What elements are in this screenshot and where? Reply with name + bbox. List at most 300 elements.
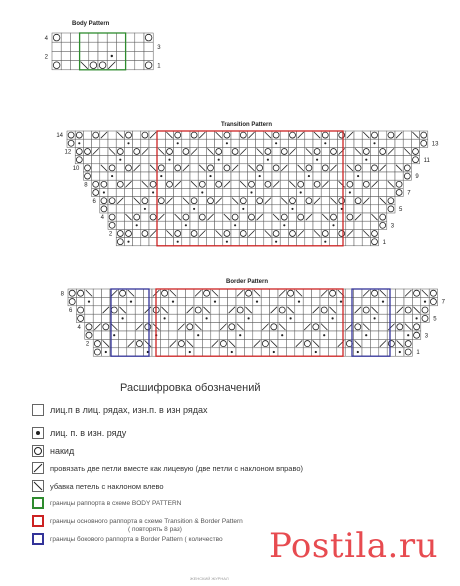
stitch-cell: [83, 131, 91, 139]
stitch-cell: [395, 147, 403, 155]
stitch-cell: [338, 172, 346, 180]
stitch-cell: [135, 314, 143, 322]
stitch-cell: [387, 188, 395, 196]
stitch-cell: [223, 205, 231, 213]
stitch-cell: [215, 238, 223, 246]
empty-square-icon: [32, 404, 44, 416]
stitch-cell: [346, 147, 354, 155]
stitch-cell: [329, 139, 337, 147]
stitch-cell: [133, 131, 141, 139]
row-number-right: 13: [431, 141, 439, 148]
stitch-cell: [305, 131, 313, 139]
purl-dot-mark: [105, 351, 107, 353]
stitch-cell: [102, 314, 110, 322]
row-number-left: 2: [44, 54, 48, 61]
stitch-cell: [198, 139, 206, 147]
stitch-cell: [190, 213, 198, 221]
purl-dot-mark: [226, 241, 228, 243]
stitch-cell: [239, 221, 247, 229]
stitch-cell: [256, 188, 264, 196]
stitch-cell: [108, 156, 116, 164]
stitch-cell: [387, 331, 395, 339]
stitch-cell: [256, 229, 264, 237]
stitch-cell: [337, 314, 345, 322]
stitch-cell: [133, 238, 141, 246]
legend-row-ssk: [32, 479, 164, 493]
stitch-cell: [174, 188, 182, 196]
stitch-cell: [256, 180, 264, 188]
stitch-cell: [108, 131, 116, 139]
chart-row: [75, 156, 419, 164]
stitch-cell: [108, 188, 116, 196]
stitch-cell: [379, 131, 387, 139]
purl-dot-mark: [242, 208, 244, 210]
stitch-cell: [219, 297, 227, 305]
stitch-cell: [100, 172, 108, 180]
purl-dot-mark: [324, 241, 326, 243]
stitch-cell: [370, 205, 378, 213]
stitch-cell: [141, 238, 149, 246]
stitch-cell: [280, 180, 288, 188]
purl-dot-mark: [424, 301, 426, 303]
stitch-cell: [194, 314, 202, 322]
stitch-cell: [286, 348, 294, 356]
stitch-cell: [278, 297, 286, 305]
stitch-cell: [157, 131, 165, 139]
stitch-cell: [124, 188, 132, 196]
purl-dot-mark: [357, 175, 359, 177]
stitch-cell: [411, 139, 419, 147]
row-number-right: 3: [390, 223, 395, 230]
stitch-cell: [346, 172, 354, 180]
stitch-cell: [61, 42, 70, 51]
stitch-cell: [288, 221, 296, 229]
stitch-cell: [108, 180, 116, 188]
stitch-cell: [98, 42, 107, 51]
stitch-cell: [144, 42, 153, 51]
stitch-cell: [228, 314, 236, 322]
stitch-cell: [135, 51, 144, 60]
stitch-cell: [231, 238, 239, 246]
purl-dot-mark: [316, 159, 318, 161]
stitch-cell: [202, 331, 210, 339]
stitch-cell: [127, 314, 135, 322]
red-square-icon: [32, 515, 44, 527]
purl-dot-mark: [127, 142, 129, 144]
stitch-cell: [157, 229, 165, 237]
stitch-cell: [354, 156, 362, 164]
stitch-cell: [124, 221, 132, 229]
stitch-cell: [93, 289, 101, 297]
stitch-cell: [244, 323, 252, 331]
stitch-cell: [288, 156, 296, 164]
stitch-cell: [305, 188, 313, 196]
stitch-cell: [288, 164, 296, 172]
stitch-cell: [118, 331, 126, 339]
stitch-cell: [149, 197, 157, 205]
stitch-cell: [305, 139, 313, 147]
chart-row: [68, 289, 438, 297]
stitch-cell: [157, 180, 165, 188]
stitch-cell: [305, 156, 313, 164]
purl-dot-mark: [365, 334, 367, 336]
stitch-cell: [219, 306, 227, 314]
stitch-cell: [127, 331, 135, 339]
stitch-cell: [135, 297, 143, 305]
stitch-cell: [313, 188, 321, 196]
stitch-cell: [116, 188, 124, 196]
purl-dot-mark: [226, 142, 228, 144]
stitch-cell: [190, 172, 198, 180]
stitch-cell: [387, 139, 395, 147]
chart-row: [92, 180, 404, 188]
stitch-cell: [236, 348, 244, 356]
purl-dot-mark: [298, 301, 300, 303]
stitch-cell: [261, 306, 269, 314]
stitch-cell: [80, 51, 89, 60]
stitch-cell: [107, 42, 116, 51]
stitch-cell: [379, 306, 387, 314]
stitch-cell: [85, 314, 93, 322]
stitch-cell: [231, 172, 239, 180]
stitch-cell: [194, 297, 202, 305]
stitch-cell: [354, 221, 362, 229]
purl-dot-mark: [324, 142, 326, 144]
purl-dot-mark: [239, 334, 241, 336]
stitch-cell: [124, 156, 132, 164]
purl-dot-mark: [231, 351, 233, 353]
stitch-cell: [236, 314, 244, 322]
purl-dot-mark: [290, 317, 292, 319]
stitch-cell: [157, 238, 165, 246]
stitch-cell: [239, 238, 247, 246]
stitch-cell: [118, 348, 126, 356]
stitch-cell: [211, 306, 219, 314]
stitch-cell: [270, 331, 278, 339]
stitch-cell: [160, 348, 168, 356]
purl-dot-mark: [119, 159, 121, 161]
stitch-cell: [247, 147, 255, 155]
stitch-cell: [116, 61, 125, 70]
stitch-cell: [202, 297, 210, 305]
stitch-cell: [126, 33, 135, 42]
row-number-right: 1: [416, 350, 420, 357]
stitch-cell: [264, 205, 272, 213]
stitch-cell: [223, 147, 231, 155]
stitch-cell: [127, 348, 135, 356]
stitch-cell: [215, 221, 223, 229]
stitch-cell: [346, 197, 354, 205]
stitch-cell: [396, 331, 404, 339]
stitch-cell: [321, 172, 329, 180]
chart-row: [85, 331, 421, 339]
stitch-cell: [116, 139, 124, 147]
stitch-cell: [297, 221, 305, 229]
stitch-cell: [182, 229, 190, 237]
stitch-cell: [133, 156, 141, 164]
row-number-right: 3: [424, 333, 429, 340]
stitch-cell: [321, 221, 329, 229]
stitch-cell: [264, 238, 272, 246]
stitch-cell: [395, 139, 403, 147]
stitch-cell: [165, 172, 173, 180]
stitch-cell: [313, 213, 321, 221]
row-number-left: 2: [85, 341, 90, 348]
stitch-cell: [124, 205, 132, 213]
stitch-cell: [321, 147, 329, 155]
stitch-cell: [89, 42, 98, 51]
stitch-cell: [144, 314, 152, 322]
stitch-cell: [337, 348, 345, 356]
stitch-cell: [206, 156, 214, 164]
stitch-cell: [313, 205, 321, 213]
purl-dot-mark: [193, 208, 195, 210]
stitch-cell: [256, 238, 264, 246]
purl-dot-mark: [275, 241, 277, 243]
stitch-cell: [305, 229, 313, 237]
stitch-cell: [362, 221, 370, 229]
stitch-cell: [116, 51, 125, 60]
stitch-cell: [149, 238, 157, 246]
stitch-cell: [198, 205, 206, 213]
stitch-cell: [338, 139, 346, 147]
stitch-cell: [264, 221, 272, 229]
stitch-cell: [70, 33, 79, 42]
stitch-cell: [321, 205, 329, 213]
stitch-cell: [362, 339, 370, 347]
stitch-cell: [270, 314, 278, 322]
purl-dot-mark: [177, 142, 179, 144]
stitch-cell: [198, 221, 206, 229]
row-number-left: 12: [64, 149, 72, 156]
stitch-cell: [396, 314, 404, 322]
row-number-left: 14: [56, 133, 63, 140]
stitch-cell: [52, 51, 61, 60]
stitch-cell: [239, 164, 247, 172]
stitch-cell: [346, 139, 354, 147]
stitch-cell: [328, 331, 336, 339]
stitch-cell: [160, 331, 168, 339]
stitch-cell: [89, 33, 98, 42]
stitch-cell: [135, 331, 143, 339]
stitch-cell: [264, 188, 272, 196]
stitch-cell: [135, 33, 144, 42]
row-number-right: 7: [407, 190, 411, 197]
row-number-left: 10: [72, 165, 80, 172]
stitch-cell: [149, 172, 157, 180]
stitch-cell: [338, 238, 346, 246]
stitch-cell: [256, 205, 264, 213]
stitch-cell: [328, 323, 336, 331]
stitch-cell: [133, 188, 141, 196]
stitch-cell: [305, 180, 313, 188]
stitch-cell: [211, 348, 219, 356]
stitch-cell: [186, 331, 194, 339]
stitch-cell: [93, 331, 101, 339]
stitch-cell: [387, 289, 395, 297]
stitch-cell: [211, 314, 219, 322]
purl-dot-mark: [78, 142, 80, 144]
purl-dot-mark: [122, 317, 124, 319]
stitch-cell: [280, 238, 288, 246]
stitch-cell: [337, 306, 345, 314]
stitch-cell: [211, 331, 219, 339]
purl-dot-mark: [273, 351, 275, 353]
chart-row: [52, 42, 153, 51]
stitch-cell: [108, 139, 116, 147]
stitch-cell: [100, 147, 108, 155]
purl-dot-mark: [373, 142, 375, 144]
stitch-cell: [270, 289, 278, 297]
stitch-cell: [313, 238, 321, 246]
stitch-cell: [303, 314, 311, 322]
stitch-cell: [261, 348, 269, 356]
purl-dot-mark: [197, 334, 199, 336]
stitch-cell: [286, 323, 294, 331]
stitch-cell: [80, 33, 89, 42]
stitch-cell: [70, 42, 79, 51]
purl-dot-mark: [407, 334, 409, 336]
stitch-cell: [202, 339, 210, 347]
row-number-right: 3: [157, 45, 161, 52]
chart-row: [116, 229, 378, 237]
chart-row: [85, 323, 421, 331]
stitch-cell: [157, 205, 165, 213]
stitch-cell: [313, 172, 321, 180]
stitch-cell: [379, 314, 387, 322]
chart-row: [100, 197, 395, 205]
stitch-cell: [261, 331, 269, 339]
transition-pattern-title: Transition Pattern: [221, 122, 273, 128]
stitch-cell: [362, 164, 370, 172]
purl-dot-mark: [111, 55, 113, 57]
stitch-cell: [206, 131, 214, 139]
stitch-cell: [370, 197, 378, 205]
stitch-cell: [135, 61, 144, 70]
stitch-cell: [93, 314, 101, 322]
stitch-cell: [247, 205, 255, 213]
stitch-cell: [321, 197, 329, 205]
stitch-cell: [312, 289, 320, 297]
stitch-cell: [354, 188, 362, 196]
stitch-cell: [206, 180, 214, 188]
chart-row: [116, 238, 378, 246]
stitch-cell: [354, 229, 362, 237]
stitch-cell: [313, 139, 321, 147]
stitch-cell: [354, 314, 362, 322]
stitch-cell: [186, 314, 194, 322]
legend-row-green: [32, 496, 181, 510]
stitch-cell: [228, 297, 236, 305]
stitch-cell: [321, 156, 329, 164]
stitch-cell: [329, 188, 337, 196]
stitch-cell: [70, 51, 79, 60]
stitch-cell: [346, 156, 354, 164]
stitch-cell: [272, 205, 280, 213]
stitch-cell: [329, 131, 337, 139]
stitch-cell: [278, 314, 286, 322]
stitch-cell: [239, 139, 247, 147]
stitch-cell: [223, 172, 231, 180]
stitch-cell: [253, 306, 261, 314]
stitch-cell: [135, 42, 144, 51]
stitch-cell: [144, 297, 152, 305]
stitch-cell: [149, 205, 157, 213]
stitch-cell: [387, 306, 395, 314]
stitch-cell: [92, 156, 100, 164]
stitch-cell: [177, 348, 185, 356]
stitch-cell: [202, 323, 210, 331]
stitch-cell: [362, 188, 370, 196]
row-number-left: 4: [100, 215, 104, 222]
stitch-cell: [89, 51, 98, 60]
border-pattern-chart: [61, 289, 446, 356]
stitch-cell: [404, 297, 412, 305]
chart-row: [108, 221, 387, 229]
stitch-cell: [102, 331, 110, 339]
stitch-cell: [305, 205, 313, 213]
stitch-cell: [165, 221, 173, 229]
stitch-cell: [177, 289, 185, 297]
purl-dot-mark: [214, 301, 216, 303]
stitch-cell: [303, 331, 311, 339]
stitch-cell: [354, 180, 362, 188]
purl-dot-mark: [136, 224, 138, 226]
chart-row: [75, 147, 419, 155]
purl-dot-mark: [127, 241, 129, 243]
stitch-cell: [165, 238, 173, 246]
stitch-cell: [280, 131, 288, 139]
stitch-cell: [141, 164, 149, 172]
stitch-cell: [297, 147, 305, 155]
stitch-cell: [182, 172, 190, 180]
stitch-cell: [100, 139, 108, 147]
stitch-cell: [194, 339, 202, 347]
stitch-cell: [92, 139, 100, 147]
stitch-cell: [247, 238, 255, 246]
stitch-cell: [144, 331, 152, 339]
stitch-cell: [157, 156, 165, 164]
stitch-cell: [116, 205, 124, 213]
stitch-cell: [102, 289, 110, 297]
stitch-cell: [370, 188, 378, 196]
stitch-cell: [396, 289, 404, 297]
purl-dot-mark: [340, 301, 342, 303]
purl-dot-mark: [399, 351, 401, 353]
stitch-cell: [206, 229, 214, 237]
row-number-left: 4: [77, 324, 81, 331]
stitch-cell: [320, 314, 328, 322]
stitch-cell: [198, 147, 206, 155]
stitch-cell: [305, 238, 313, 246]
purl-dot-mark: [234, 224, 236, 226]
stitch-cell: [297, 172, 305, 180]
stitch-cell: [387, 164, 395, 172]
stitch-cell: [149, 156, 157, 164]
stitch-cell: [116, 172, 124, 180]
stitch-cell: [379, 348, 387, 356]
purl-dot-mark: [332, 317, 334, 319]
stitch-cell: [379, 156, 387, 164]
stitch-cell: [295, 331, 303, 339]
stitch-cell: [149, 147, 157, 155]
row-number-right: 9: [415, 174, 419, 181]
stitch-cell: [231, 188, 239, 196]
stitch-cell: [247, 221, 255, 229]
chart-row: [52, 51, 153, 60]
body-pattern-chart: [45, 33, 162, 70]
legend-row-blue: [32, 532, 223, 546]
